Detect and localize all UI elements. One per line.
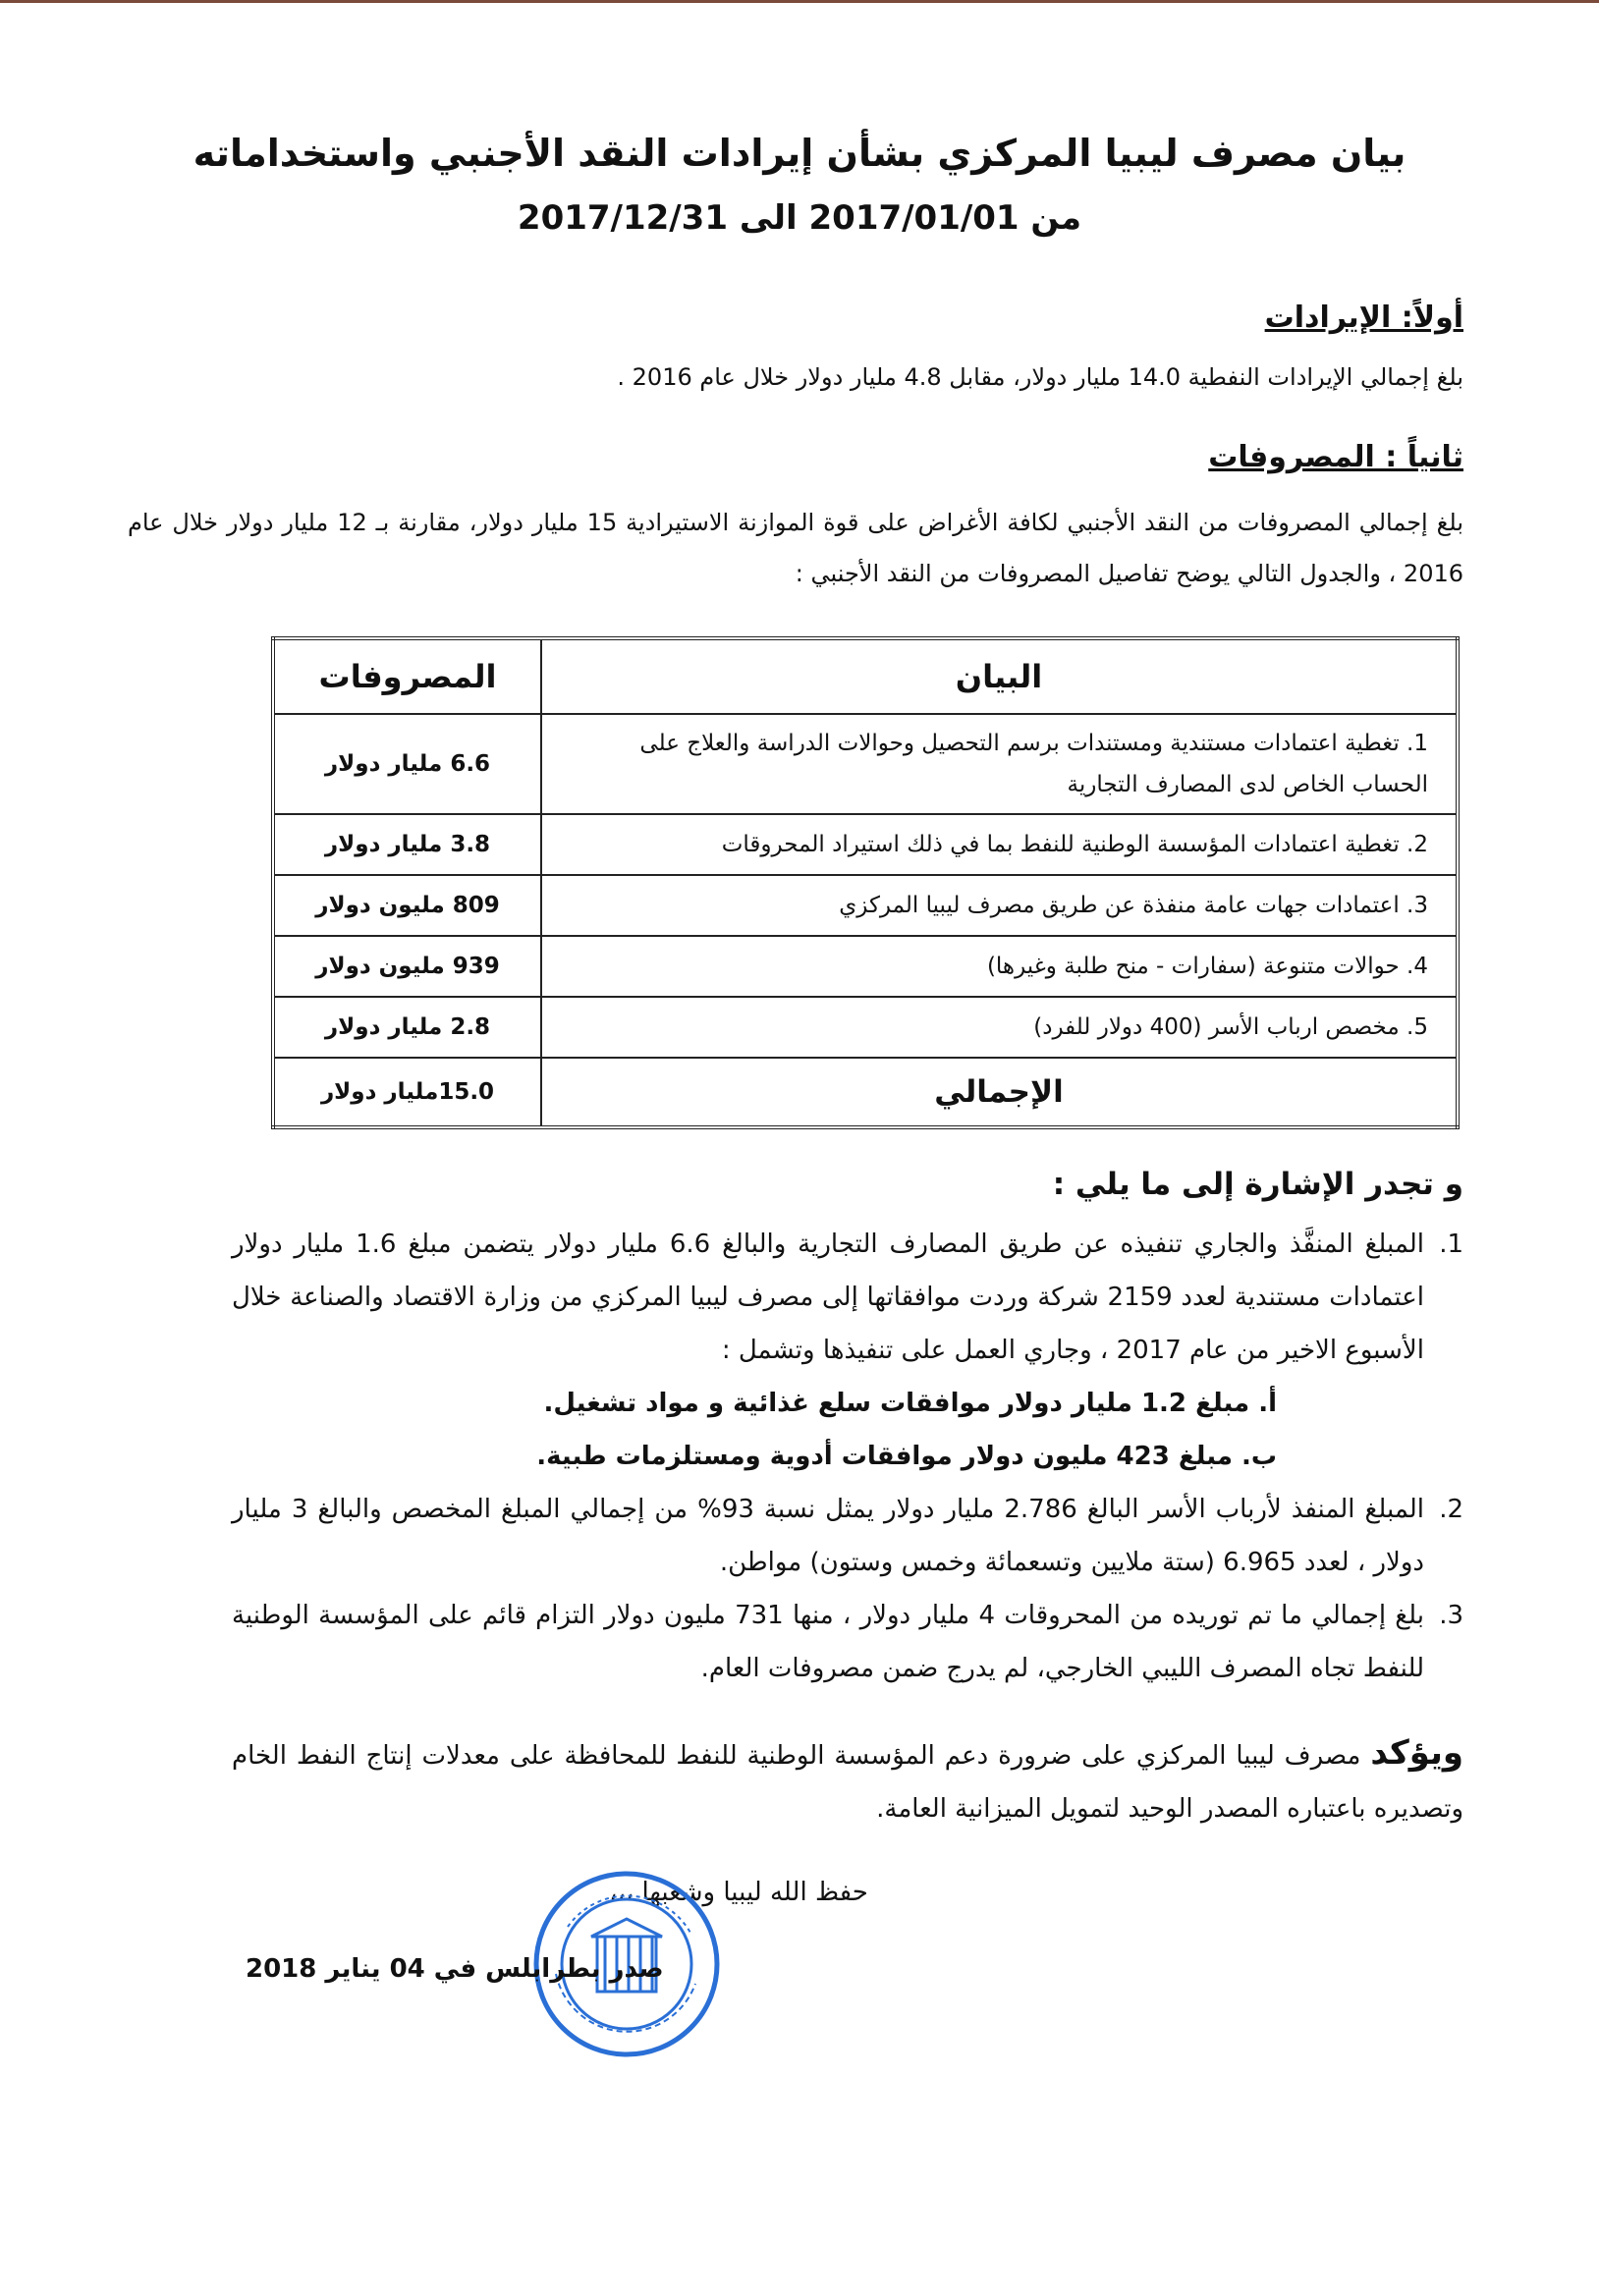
affirmation-paragraph [232, 1726, 1463, 1835]
list-item-number: 1. [1439, 1230, 1463, 1259]
table-row [273, 997, 1458, 1058]
affirmation-text: مصرف ليبيا المركزي على ضرورة دعم المؤسسة الوطنية للنفط للمحافظة على معدلات إنتاج النفط الخام وتصديره باعتباره المصدر الوحيد لتمويل الميزانية العامة. [232, 1741, 1463, 1824]
row-amount: 3.8 مليار دولار [273, 814, 541, 875]
document-period: من 2017/01/01 الى 2017/12/31 [517, 198, 1082, 238]
document-title: بيان مصرف ليبيا المركزي بشأن إيرادات النقد الأجنبي واستخداماته [193, 132, 1406, 175]
list-item [232, 1589, 1463, 1695]
sub-list-item: أ. مبلغ 1.2 مليار دولار موافقات سلع غذائية و مواد تشغيل. [543, 1389, 1277, 1418]
row-description: 5. مخصص ارباب الأسر (400 دولار للفرد) [541, 997, 1458, 1058]
row-description: 2. تغطية اعتمادات المؤسسة الوطنية للنفط بما في ذلك استيراد المحروقات [541, 814, 1458, 875]
table-row [273, 936, 1458, 997]
affirmation-lead: ويؤكد [1370, 1733, 1463, 1773]
expenses-table [271, 636, 1460, 1129]
row-amount: 6.6 مليار دولار [273, 714, 541, 814]
column-header-amount: المصروفات [273, 638, 541, 714]
row-amount: 2.8 مليار دولار [273, 997, 541, 1058]
sub-list [232, 1377, 1424, 1483]
table-row [273, 714, 1458, 814]
row-description: 1. تغطية اعتمادات مستندية ومستندات برسم التحصيل وحوالات الدراسة والعلاج على الحساب الخاص لدى المصارف التجارية [541, 714, 1458, 814]
issue-date-line: صدر بطرابلس في 04 يناير 2018 [246, 1954, 664, 1984]
closing-line: حفظ الله ليبيا وشعبها ،،، [609, 1878, 868, 1907]
notes-list [232, 1218, 1463, 1695]
list-item-text: المبلغ المنفَّذ والجاري تنفيذه عن طريق المصارف التجارية والبالغ 6.6 مليار دولار يتضمن مبلغ 1.6 مليار دولار اعتمادات مستندية لعدد 2159 شركة وردت موافقاتها إلى مصرف ليبيا المركزي من وزارة الاقتصاد والصناعة خلال الأسبوع الاخير من عام 2017 ، وجاري العمل على تنفيذها وتشمل : [232, 1230, 1425, 1365]
list-item-text: بلغ إجمالي ما تم توريده من المحروقات 4 مليار دولار ، منها 731 مليون دولار التزام قائم على المؤسسة الوطنية للنفط تجاه المصرف الليبي الخارجي، لم يدرج ضمن مصروفات العام. [232, 1601, 1424, 1683]
list-item [232, 1483, 1463, 1589]
section-revenues-text: بلغ إجمالي الإيرادات النفطية 14.0 مليار دولار، مقابل 4.8 مليار دولار خلال عام 2016 . [617, 363, 1463, 391]
table-row [273, 875, 1458, 936]
column-header-description: البيان [541, 638, 1458, 714]
sub-list-item: ب. مبلغ 423 مليون دولار موافقات أدوية ومستلزمات طبية. [536, 1442, 1277, 1471]
row-description: 4. حوالات متنوعة (سفارات - منح طلبة وغيرها) [541, 936, 1458, 997]
notes-heading: و تجدر الإشارة إلى ما يلي : [1052, 1167, 1463, 1202]
row-description: 3. اعتمادات جهات عامة منفذة عن طريق مصرف ليبيا المركزي [541, 875, 1458, 936]
table-header-row [273, 638, 1458, 714]
row-amount: 809 مليون دولار [273, 875, 541, 936]
section-revenues-heading: أولاً: الإيرادات [1264, 301, 1463, 335]
list-item-text: المبلغ المنفذ لأرباب الأسر البالغ 2.786 مليار دولار يمثل نسبة 93% من إجمالي المبلغ المخصص والبالغ 3 مليار دولار ، لعدد 6.965 (ستة ملايين وتسعمائة وخمس وستون) مواطن. [232, 1495, 1425, 1577]
section-expenses-heading: ثانياً : المصروفات [1208, 440, 1463, 474]
table-total-row [273, 1058, 1458, 1127]
row-amount: 939 مليون دولار [273, 936, 541, 997]
total-amount: 15.0مليار دولار [273, 1058, 541, 1127]
list-item-number: 2. [1439, 1495, 1463, 1524]
total-label: الإجمالي [541, 1058, 1458, 1127]
table-row [273, 814, 1458, 875]
section-expenses-text: بلغ إجمالي المصروفات من النقد الأجنبي لكافة الأغراض على قوة الموازنة الاستيرادية 15 مليار دولار، مقارنة بـ 12 مليار دولار خلال عام 2016 ، والجدول التالي يوضح تفاصيل المصروفات من النقد الأجنبي : [128, 509, 1464, 587]
list-item [232, 1218, 1463, 1483]
list-item-number: 3. [1439, 1601, 1463, 1630]
